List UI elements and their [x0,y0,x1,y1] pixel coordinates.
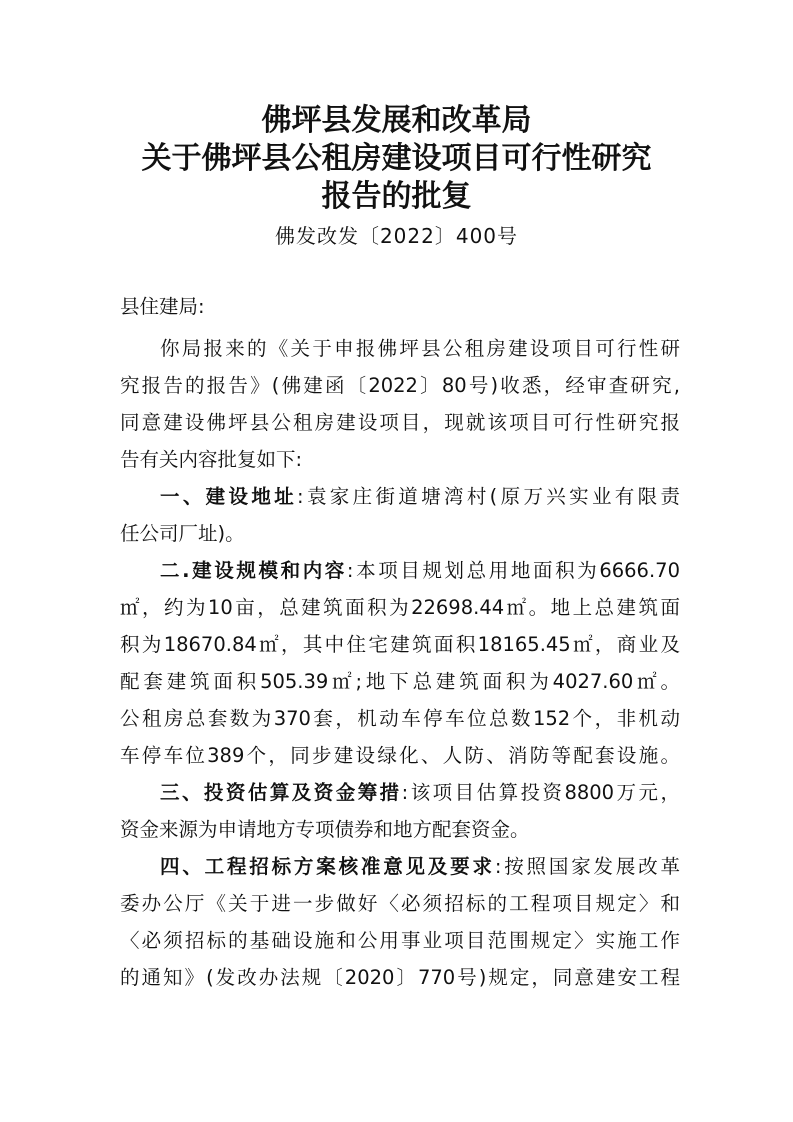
section-1-text: :袁家庄街道塘湾村(原万兴实业有限责 [297,485,680,508]
section-4-line-1 [160,852,680,882]
section-2-line-3: 积为18670.84㎡，其中住宅建筑面积18165.45㎡，商业及 [120,633,680,656]
section-3-line-1 [160,778,680,808]
section-2-line-5: 公租房总套数为370套，机动车停车位总数152个，非机动 [120,707,680,730]
issuer-title: 佛坪县发展和改革局 [261,103,532,138]
section-4-line-2: 委办公厅《关于进一步做好〈必须招标的工程项目规定〉和 [120,892,680,915]
section-2-line-1 [160,556,680,586]
paragraph-1-line-4: 告有关内容批复如下: [120,448,303,471]
section-4-line-3: 〈必须招标的基础设施和公用事业项目范围规定〉实施工作 [120,929,680,952]
section-2-line-2: ㎡，约为10亩，总建筑面积为22698.44㎡。地上总建筑面 [120,596,680,619]
paragraph-1-line-3: 同意建设佛坪县公租房建设项目，现就该项目可行性研究报 [120,411,680,434]
recipient: 县住建局: [120,295,205,318]
section-3-line-2: 资金来源为申请地方专项债券和地方配套资金。 [120,818,530,841]
section-3-heading: 三、投资估算及资金筹措 [160,781,402,804]
section-4-heading: 四、工程招标方案核准意见及要求 [160,855,495,878]
section-2-text: :本项目规划总用地面积为6666.70 [346,559,680,582]
section-3-text: :该项目估算投资8800万元， [401,781,680,804]
document-number: 佛发改发〔2022〕400号 [274,224,519,248]
section-2-line-4: 配套建筑面积505.39㎡;地下总建筑面积为4027.60㎡。 [120,670,680,693]
section-4-text: :按照国家发展改革 [494,855,680,878]
section-1-line-1 [160,482,680,512]
section-1-line-2: 任公司厂址)。 [120,522,245,545]
paragraph-1-line-1: 你局报来的《关于申报佛坪县公租房建设项目可行性研 [160,337,680,360]
document-title-line-1: 关于佛坪县公租房建设项目可行性研究 [141,141,652,176]
section-2-heading: 二.建设规模和内容 [160,559,347,582]
document-title-line-2: 报告的批复 [321,179,472,214]
section-4-line-4: 的通知》(发改办法规〔2020〕770号)规定，同意建安工程 [120,966,680,989]
paragraph-1-line-2: 究报告的报告》(佛建函〔2022〕80号)收悉，经审查研究, [120,374,680,397]
section-1-heading: 一、建设地址 [160,485,298,508]
section-2-line-6: 车停车位389个，同步建设绿化、人防、消防等配套设施。 [120,744,680,767]
